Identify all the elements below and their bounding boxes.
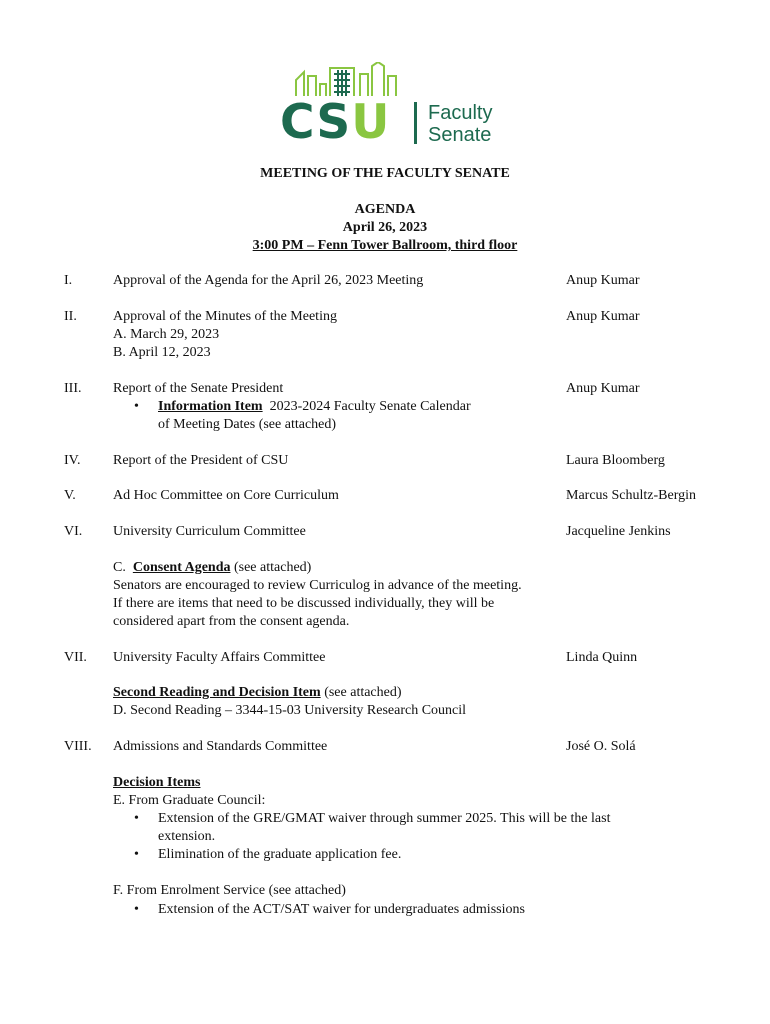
item-title: University Curriculum Committee: [113, 524, 306, 539]
item-title: Admissions and Standards Committee: [113, 739, 328, 754]
sub-item: A. March 29, 2023: [113, 327, 220, 342]
item-presenter: Linda Quinn: [566, 650, 638, 665]
second-reading-line: Second Reading and Decision Item (see attached): [113, 685, 402, 700]
item-title: Ad Hoc Committee on Core Curriculum: [113, 488, 339, 503]
item-title: Report of the President of CSU: [113, 453, 289, 468]
item-presenter: Laura Bloomberg: [566, 453, 665, 468]
information-item-label: Information Item: [158, 399, 263, 414]
item-presenter: Jacqueline Jenkins: [566, 524, 671, 539]
item-number: VI.: [64, 524, 83, 539]
item-presenter: Marcus Schultz-Bergin: [566, 488, 696, 503]
bullet-continuation: extension.: [158, 829, 216, 844]
campus-skyline-icon: [294, 62, 404, 98]
sub-item: E. From Graduate Council:: [113, 793, 266, 808]
note-line: considered apart from the consent agenda.: [113, 614, 350, 629]
logo-divider: [414, 102, 417, 144]
meeting-date: April 26, 2023: [342, 220, 428, 235]
item-presenter: Anup Kumar: [566, 381, 640, 396]
item-presenter: Anup Kumar: [566, 273, 640, 288]
meeting-title: MEETING OF THE FACULTY SENATE: [260, 166, 510, 181]
item-title: Approval of the Minutes of the Meeting: [113, 309, 337, 324]
note-line: Senators are encouraged to review Curriculog in advance of the meeting.: [113, 578, 522, 593]
item-number: VIII.: [64, 739, 92, 754]
item-number: IV.: [64, 453, 81, 468]
item-number: I.: [64, 273, 73, 288]
logo-faculty-text: Faculty: [428, 102, 493, 124]
item-presenter: José O. Solá: [566, 739, 636, 754]
logo-senate-text: Senate: [428, 124, 492, 146]
consent-agenda-label: Consent Agenda: [132, 560, 231, 575]
bullet-text: 2023-2024 Faculty Senate Calendar: [262, 399, 471, 414]
item-title: University Faculty Affairs Committee: [113, 650, 326, 665]
decision-items-heading: Decision Items: [113, 775, 201, 790]
sub-item: B. April 12, 2023: [113, 345, 211, 360]
item-number: III.: [64, 381, 82, 396]
item-presenter: Anup Kumar: [566, 309, 640, 324]
second-reading-label: Second Reading and Decision Item: [113, 685, 321, 700]
bullet-item: • Extension of the GRE/GMAT waiver through summer 2025. This will be the last: [158, 810, 610, 828]
note-line: If there are items that need to be discussed individually, they will be: [113, 596, 495, 611]
bullet-item: • Elimination of the graduate application fee.: [158, 846, 401, 864]
sub-item: F. From Enrolment Service (see attached): [113, 883, 346, 898]
item-title: Report of the Senate President: [113, 381, 284, 396]
meeting-time-location: 3:00 PM – Fenn Tower Ballroom, third floor: [252, 238, 518, 253]
item-title: Approval of the Agenda for the April 26, 2023 Meeting: [113, 273, 424, 288]
bullet-item: [158, 398, 471, 416]
csu-faculty-senate-logo: [280, 62, 493, 150]
bullet-continuation: of Meeting Dates (see attached): [158, 417, 337, 432]
sub-item: D. Second Reading – 3344-15-03 University Research Council: [113, 703, 467, 718]
item-number: VII.: [64, 650, 87, 665]
bullet-item: • Extension of the ACT/SAT waiver for undergraduates admissions: [158, 901, 525, 919]
consent-agenda-line: C. Consent Agenda (see attached): [113, 560, 312, 575]
item-number: V.: [64, 488, 76, 503]
csu-wordmark: CSU: [280, 95, 391, 150]
item-number: II.: [64, 309, 77, 324]
agenda-heading: AGENDA: [354, 202, 416, 217]
